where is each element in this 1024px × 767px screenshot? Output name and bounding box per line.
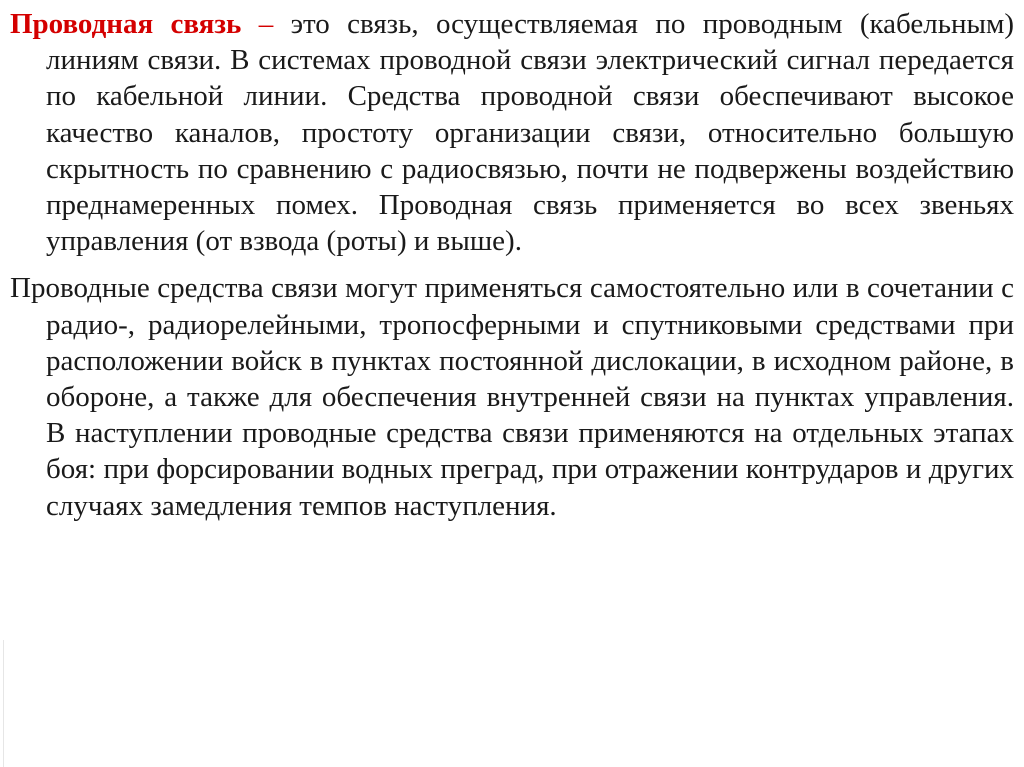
paragraph-wired-means-usage — [10, 270, 1014, 523]
paragraph-wired-communication-definition — [10, 6, 1014, 259]
definition-text: это связь, осуществляемая по проводным (кабельным) линиям связи. В системах проводной связи электрический сигнал передается по кабельной линии. Средства проводной связи обеспечивают высокое качество каналов, простоту организации связи, относительно большую скрытность по сравнению с радиосвязью, почти не подвержены воздействию преднамеренных помех. Проводная связь применяется во всех звеньях управления (от взвода (роты) и выше). — [46, 8, 1014, 258]
term-dash: – — [258, 8, 274, 40]
edge-divider-line — [3, 640, 4, 767]
term-highlight: Проводная связь — [10, 8, 242, 40]
usage-text: Проводные средства связи могут применяться самостоятельно или в сочетании с радио-, радиорелейными, тропосферными и спутниковыми средствами при расположении войск в пунктах постоянной дислокации, в исходном районе, в обороне, а также для обеспечения внутренней связи на пунктах управления. В наступлении проводные средства связи применяются на отдельных этапах боя: при форсировании водных преград, при отражении контрударов и других случаях замедления темпов наступления. — [10, 272, 1014, 522]
